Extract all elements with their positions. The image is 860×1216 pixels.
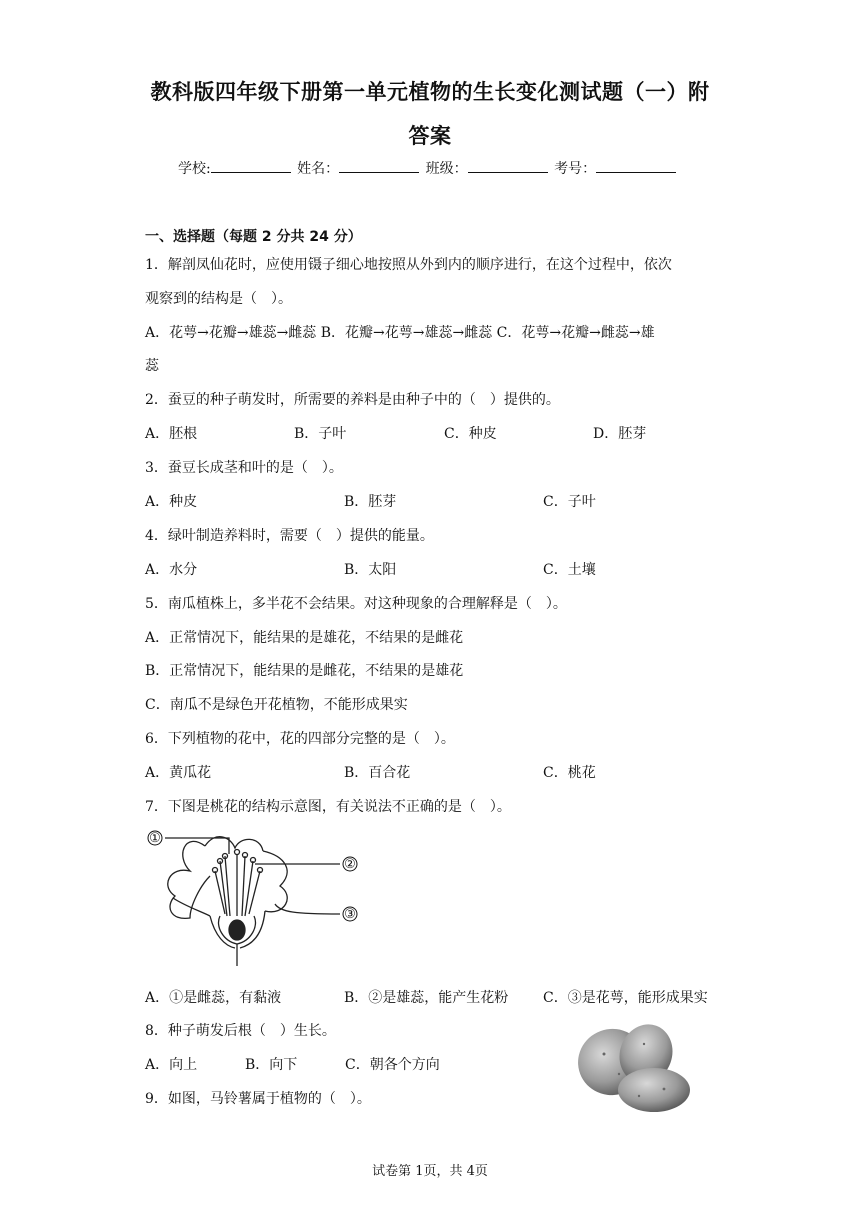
q1-text-cont: 观察到的结构是（ ）。 [145, 291, 292, 307]
q7-option-a[interactable]: A．①是雌蕊，有黏液 [145, 990, 282, 1006]
q5-option-a[interactable]: A．正常情况下，能结果的是雄花，不结果的是雌花 [145, 630, 464, 646]
name-blank[interactable] [339, 160, 419, 173]
label-2: ② [344, 857, 356, 872]
q5-option-b[interactable]: B．正常情况下，能结果的是雌花，不结果的是雄花 [145, 663, 464, 679]
school-label: 学校: [178, 161, 211, 177]
q3-option-b[interactable]: B．胚芽 [344, 494, 397, 510]
q6-option-c[interactable]: C．桃花 [543, 765, 596, 781]
name-label: 姓名： [297, 161, 340, 177]
q2-text: 2．蚕豆的种子萌发时，所需要的养料是由种子中的（ ）提供的。 [145, 392, 560, 408]
q1-options-cont: 蕊 [145, 358, 159, 374]
q8-option-a[interactable]: A．向上 [145, 1057, 198, 1073]
page-title-cont: 答案 [408, 124, 452, 148]
q5-option-c[interactable]: C．南瓜不是绿色开花植物，不能形成果实 [145, 697, 408, 713]
class-blank[interactable] [468, 160, 548, 173]
q8-text: 8．种子萌发后根（ ）生长。 [145, 1023, 336, 1039]
q4-text: 4．绿叶制造养料时，需要（ ）提供的能量。 [145, 528, 434, 544]
q8-option-b[interactable]: B．向下 [245, 1057, 298, 1073]
school-blank[interactable] [211, 160, 291, 173]
q2-option-c[interactable]: C．种皮 [444, 426, 497, 442]
q4-option-c[interactable]: C．土壤 [543, 562, 596, 578]
q9-text: 9．如图，马铃薯属于植物的（ ）。 [145, 1091, 371, 1107]
q3-option-a[interactable]: A．种皮 [145, 494, 198, 510]
q4-option-a[interactable]: A．水分 [145, 562, 198, 578]
potato-image [574, 1014, 694, 1114]
page-title: 教科版四年级下册第一单元植物的生长变化测试题（一）附 [150, 80, 710, 104]
page-footer: 试卷第 1页，共 4页 [372, 1164, 488, 1179]
q7-text: 7．下图是桃花的结构示意图，有关说法不正确的是（ ）。 [145, 799, 511, 815]
label-1: ① [149, 831, 161, 846]
q8-option-c[interactable]: C．朝各个方向 [345, 1057, 440, 1073]
q2-option-d[interactable]: D．胚芽 [593, 426, 647, 442]
q1-text: 1．解剖凤仙花时，应使用镊子细心地按照从外到内的顺序进行，在这个过程中，依次 [145, 257, 672, 273]
q6-text: 6．下列植物的花中，花的四部分完整的是（ ）。 [145, 731, 455, 747]
class-label: 班级： [425, 161, 468, 177]
q6-option-b[interactable]: B．百合花 [344, 765, 411, 781]
q6-option-a[interactable]: A．黄瓜花 [145, 765, 212, 781]
student-info [178, 158, 678, 178]
exam-no-label: 考号： [554, 161, 597, 177]
peach-flower-diagram [145, 826, 365, 968]
q5-text: 5．南瓜植株上，多半花不会结果。对这种现象的合理解释是（ ）。 [145, 596, 567, 612]
q3-text: 3．蚕豆长成茎和叶的是（ ）。 [145, 460, 343, 476]
section-heading: 一、选择题（每题 2 分共 24 分） [145, 229, 362, 245]
exam-no-blank[interactable] [596, 160, 676, 173]
q7-option-b[interactable]: B．②是雄蕊，能产生花粉 [344, 990, 509, 1006]
label-3: ③ [344, 907, 356, 922]
q2-option-a[interactable]: A．胚根 [145, 426, 198, 442]
q1-options: A．花萼→花瓣→雄蕊→雌蕊 B．花瓣→花萼→雄蕊→雌蕊 C．花萼→花瓣→雌蕊→雄 [145, 325, 655, 341]
q4-option-b[interactable]: B．太阳 [344, 562, 397, 578]
q2-option-b[interactable]: B．子叶 [294, 426, 347, 442]
q7-option-c[interactable]: C．③是花萼，能形成果实 [543, 990, 708, 1006]
q3-option-c[interactable]: C．子叶 [543, 494, 596, 510]
